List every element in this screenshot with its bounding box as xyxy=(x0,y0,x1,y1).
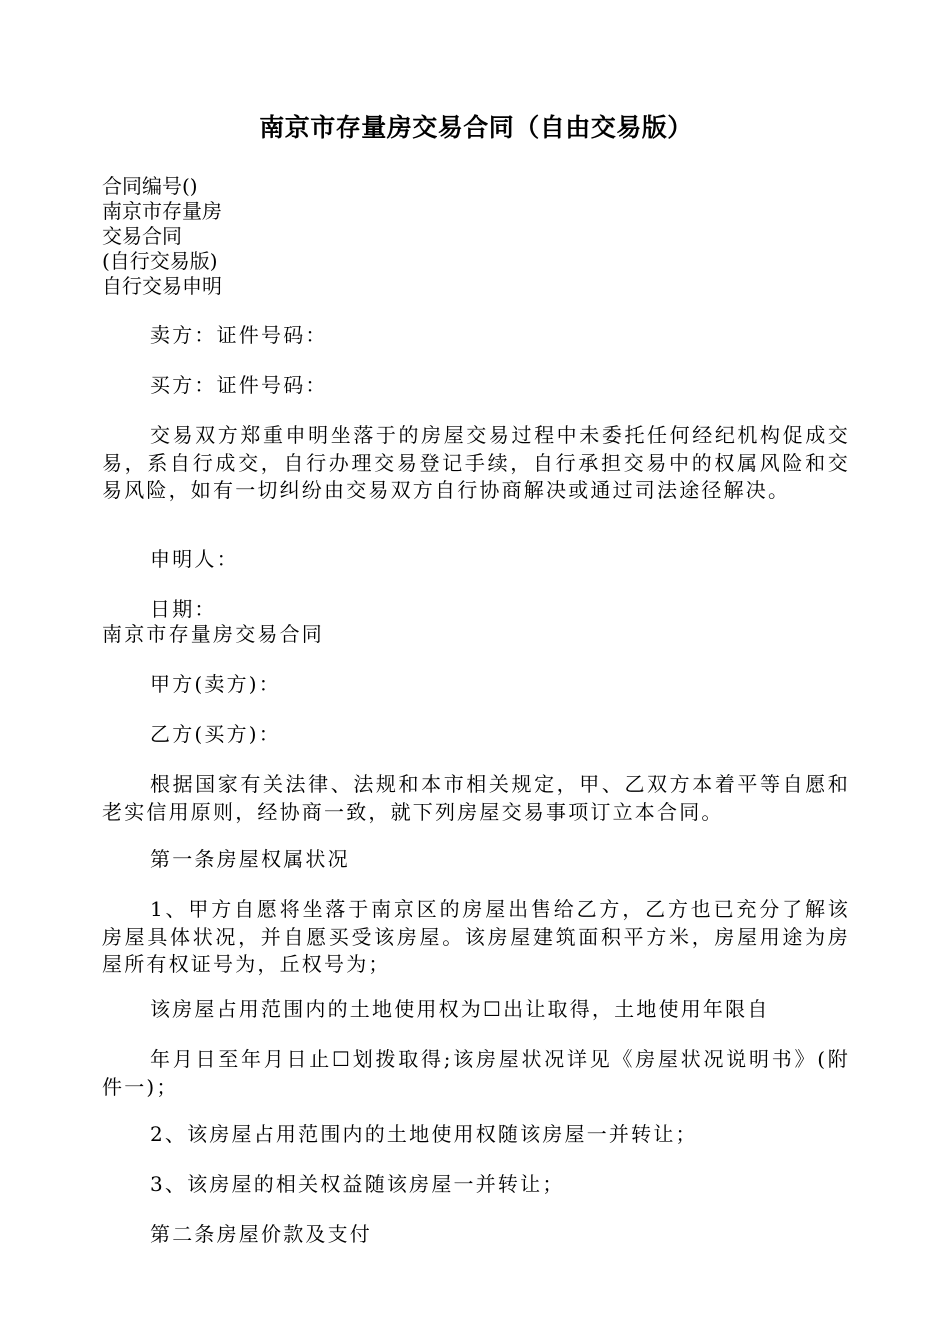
preamble-paragraph: 根据国家有关法律、法规和本市相关规定，甲、乙双方本着平等自愿和老实信用原则，经协商一致，就下列房屋交易事项订立本合同。 xyxy=(102,772,850,824)
article-1-clause-1: 1、甲方自愿将坐落于南京区的房屋出售给乙方，乙方也已充分了解该房屋具体状况，并自愿买受该房屋。该房屋建筑面积平方米，房屋用途为房屋所有权证号为，丘权号为； xyxy=(102,897,850,976)
party-b-line: 乙方(买方)： xyxy=(150,722,282,746)
declarant-line: 申明人： xyxy=(150,547,239,571)
header-line-declaration: 自行交易申明 xyxy=(102,274,222,298)
contract-number-line: 合同编号() xyxy=(102,174,198,198)
party-a-line: 甲方(卖方)： xyxy=(150,672,282,696)
article-1-clause-3: 3、该房屋的相关权益随该房屋一并转让； xyxy=(150,1172,565,1196)
contract-subtitle: 南京市存量房交易合同 xyxy=(102,622,324,646)
contract-header xyxy=(102,174,222,299)
seller-line: 卖方：证件号码： xyxy=(150,323,328,347)
buyer-line: 买方：证件号码： xyxy=(150,373,328,397)
land-use-term-line: 年月日至年月日止☐划拨取得;该房屋状况详见《房屋状况说明书》(附件一)； xyxy=(102,1047,850,1099)
article-1-clause-2: 2、该房屋占用范围内的土地使用权随该房屋一并转让； xyxy=(150,1122,698,1146)
article-2-heading: 第二条房屋价款及支付 xyxy=(150,1222,372,1246)
land-use-right-line: 该房屋占用范围内的土地使用权为☐出让取得，土地使用年限自 xyxy=(150,997,770,1021)
header-line-city: 南京市存量房 xyxy=(102,199,222,223)
article-1-heading: 第一条房屋权属状况 xyxy=(150,847,350,871)
header-line-contract: 交易合同 xyxy=(102,224,182,248)
declaration-paragraph: 交易双方郑重申明坐落于的房屋交易过程中未委托任何经纪机构促成交易，系自行成交，自行办理交易登记手续，自行承担交易中的权属风险和交易风险，如有一切纠纷由交易双方自行协商解决或通过司法途径解决。 xyxy=(102,423,850,502)
document-title: 南京市存量房交易合同（自由交易版） xyxy=(259,113,693,142)
header-line-version: (自行交易版) xyxy=(102,249,218,273)
date-line: 日期： xyxy=(150,597,217,621)
